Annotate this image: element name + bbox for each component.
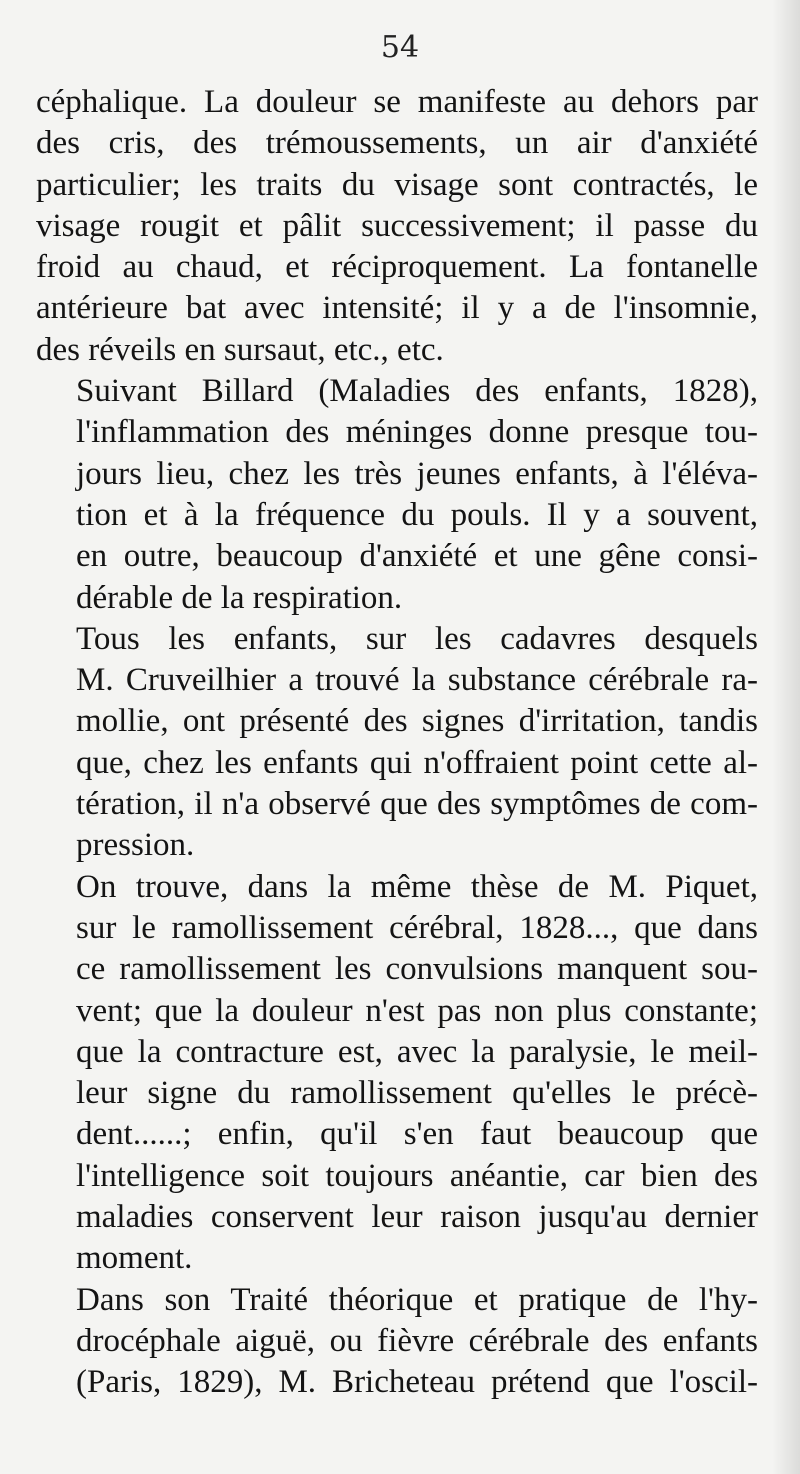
text-line: M. Cruveilhier a trouvé la substance cérébrale ra-: [76, 662, 758, 699]
text-line: des réveils en sursaut, etc., etc.: [36, 331, 444, 368]
text-line: drocéphale aiguë, ou fièvre cérébrale des enfants: [76, 1322, 758, 1359]
text-line: tération, il n'a observé que des symptômes de com-: [76, 786, 758, 823]
text-line: (Paris, 1829), M. Bricheteau prétend que l'oscil-: [76, 1364, 758, 1401]
text-line: leur signe du ramollissement qu'elles le précè-: [76, 1075, 758, 1112]
text-line: antérieure bat avec intensité; il y a de l'insomnie,: [36, 290, 758, 327]
text-line: dent......; enfin, qu'il s'en faut beaucoup que: [76, 1116, 758, 1153]
paragraph-1: [36, 82, 758, 371]
text-line: que, chez les enfants qui n'offraient point cette al-: [76, 744, 758, 781]
text-line: vent; que la douleur n'est pas non plus constante;: [76, 992, 758, 1029]
paragraph-5: [36, 1280, 758, 1404]
text-line: en outre, beaucoup d'anxiété et une gêne consi-: [76, 538, 758, 575]
text-line: mollie, ont présenté des signes d'irritation, tandis: [76, 703, 758, 740]
paragraph-2: [36, 371, 758, 619]
text-line: Dans son Traité théorique et pratique de l'hy-: [76, 1281, 758, 1318]
text-line: dérable de la respiration.: [76, 579, 403, 616]
text-line: froid au chaud, et réciproquement. La fontanelle: [36, 249, 758, 286]
text-line: des cris, des trémoussements, un air d'anxiété: [36, 125, 758, 162]
page-number: 54: [380, 30, 420, 65]
text-line: moment.: [76, 1240, 193, 1277]
text-line: maladies conservent leur raison jusqu'au dernier: [76, 1199, 758, 1236]
text-line: jours lieu, chez les très jeunes enfants, à l'éléva-: [76, 455, 758, 492]
text-line: On trouve, dans la même thèse de M. Piquet,: [76, 868, 758, 905]
body-text: [36, 82, 758, 1404]
text-line: ce ramollissement les convulsions manquent sou-: [76, 951, 758, 988]
text-line: l'inflammation des méninges donne presque tou-: [76, 414, 758, 451]
text-line: visage rougit et pâlit successivement; il passe du: [36, 207, 758, 244]
text-line: sur le ramollissement cérébral, 1828..., que dans: [76, 909, 758, 946]
text-line: céphalique. La douleur se manifeste au dehors par: [36, 84, 758, 120]
page-edge-shadow: [772, 0, 800, 1474]
text-line: que la contracture est, avec la paralysie, le meil-: [76, 1033, 758, 1070]
text-line: Suivant Billard (Maladies des enfants, 1828),: [76, 373, 758, 410]
text-line: Tous les enfants, sur les cadavres desquels: [76, 620, 758, 657]
paragraph-4: [36, 867, 758, 1280]
paragraph-3: [36, 619, 758, 867]
text-line: pression.: [76, 827, 195, 864]
text-line: particulier; les traits du visage sont contractés, le: [36, 166, 758, 203]
text-line: tion et à la fréquence du pouls. Il y a souvent,: [76, 496, 758, 533]
text-line: l'intelligence soit toujours anéantie, car bien des: [76, 1157, 758, 1194]
